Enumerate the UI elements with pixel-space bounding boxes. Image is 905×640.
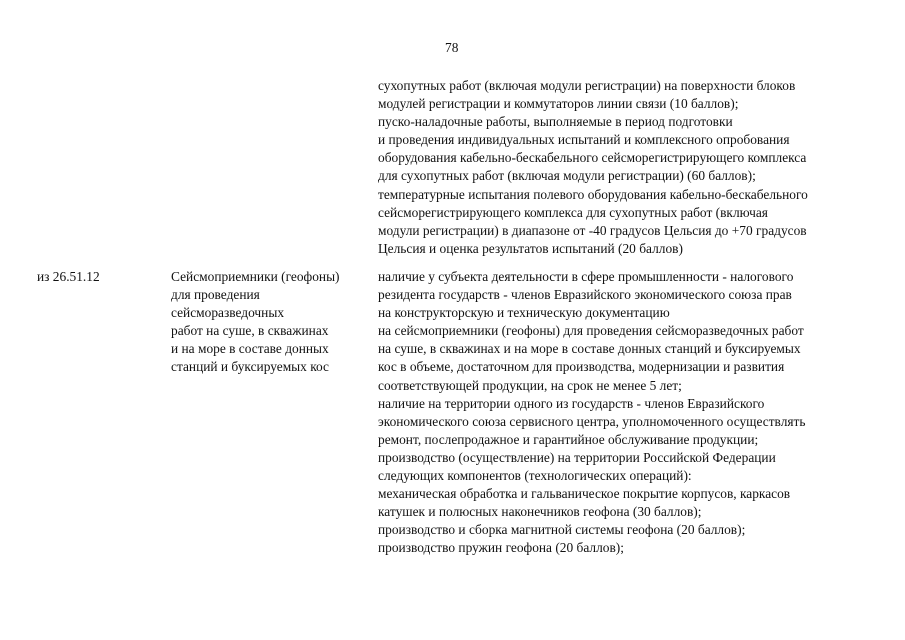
text-line: Сейсмоприемники (геофоны) [171,269,340,284]
text-line: Цельсия и оценка результатов испытаний (20 баллов) [378,240,683,256]
text-line: наличие на территории одного из государств - членов Евразийского [378,395,765,411]
text-line: для проведения [171,287,260,303]
page-number: 78 [445,40,459,55]
text-line: соответствующей продукции, на срок не менее 5 лет; [378,377,682,393]
text-line: механическая обработка и гальваническое покрытие корпусов, каркасов [378,486,791,502]
text-line: и на море в составе донных [171,341,329,357]
continuation-requirements [378,77,808,258]
product-name-cell [171,268,340,377]
text-line: кос в объеме, достаточном для производства, модернизации и развития [378,359,785,375]
text-line: экономического союза сервисного центра, уполномоченного осуществлять [378,413,806,429]
text-line: пуско-наладочные работы, выполняемые в период подготовки [378,114,733,130]
text-line: сухопутных работ (включая модули регистрации) на поверхности блоков [378,78,796,93]
text-line: наличие у субъекта деятельности в сфере промышленности - налогового [378,269,794,284]
text-line: катушек и полюсных наконечников геофона (30 баллов); [378,504,702,520]
text-line: для сухопутных работ (включая модули регистрации) (60 баллов); [378,168,756,184]
text-line: производство пружин геофона (20 баллов); [378,540,624,556]
text-line: модули регистрации) в диапазоне от -40 градусов Цельсия до +70 градусов [378,222,807,238]
text-line: на сейсмоприемники (геофоны) для проведения сейсморазведочных работ [378,323,804,339]
product-code-cell [37,268,100,286]
text-line: работ на суше, в скважинах [171,323,329,339]
text-line: сейсморазведочных [171,305,285,321]
text-line: оборудования кабельно-бескабельного сейсморегистрирующего комплекса [378,150,807,166]
text-line: резидента государств - членов Евразийского экономического союза прав [378,287,792,303]
text-line: на суше, в скважинах и на море в составе донных станций и буксируемых [378,341,801,357]
requirements-cell [378,268,806,558]
text-line: температурные испытания полевого оборудования кабельно-бескабельного [378,186,808,202]
text-line: производство (осуществление) на территории Российской Федерации [378,449,776,465]
text-line: следующих компонентов (технологических операций): [378,468,692,484]
product-code: из 26.51.12 [37,269,100,284]
text-line: производство и сборка магнитной системы геофона (20 баллов); [378,522,746,538]
text-line: ремонт, послепродажное и гарантийное обслуживание продукции; [378,431,759,447]
text-line: на конструкторскую и техническую документацию [378,305,670,321]
text-line: и проведения индивидуальных испытаний и комплексного опробования [378,132,790,148]
text-line: модулей регистрации и коммутаторов линии связи (10 баллов); [378,96,739,112]
text-line: станций и буксируемых кос [171,359,329,375]
text-line: сейсморегистрирующего комплекса для сухопутных работ (включая [378,204,768,220]
